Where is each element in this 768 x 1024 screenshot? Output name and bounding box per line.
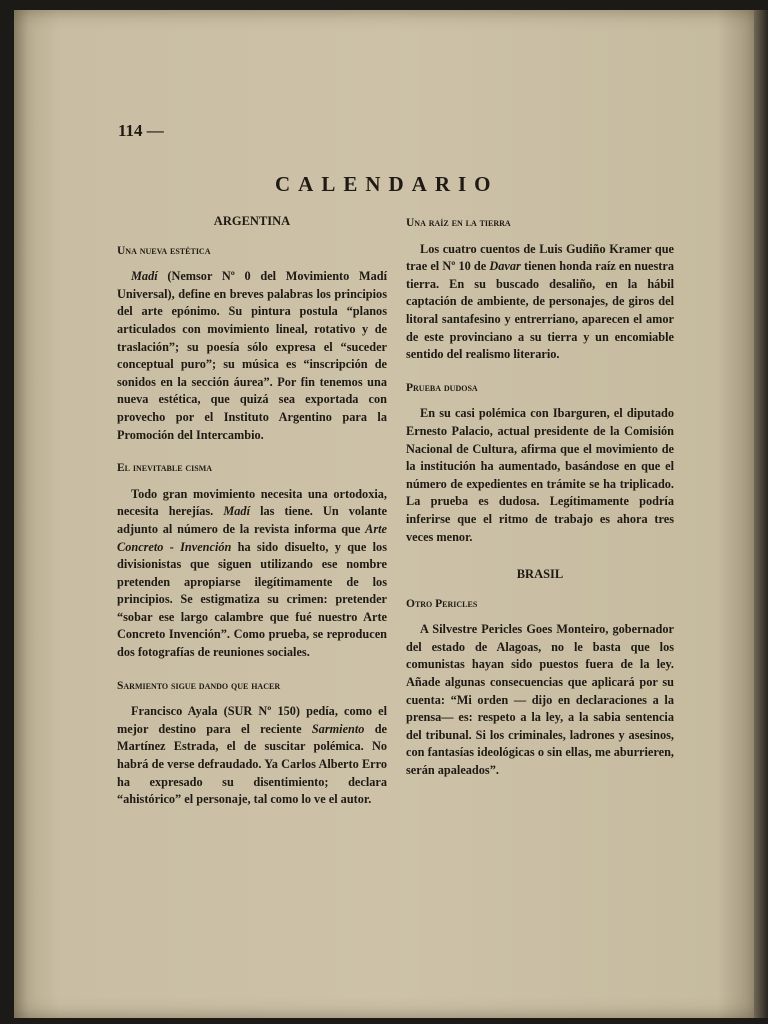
- emphasis: Davar: [489, 259, 521, 274]
- paragraph: A Silvestre Pericles Goes Monteiro, gobernador del estado de Alagoas, no le basta que los comunistas hayan sido puestos fuera de la ley. Añade algunas consecuencias que aplicará por su cuenta: “Mi orden — dijo en declaraciones a la prensa— es: respeto a la ley, a la sabia sentencia del tribunal. Si los criminales, ladrones y asesinos, con fantasías ideológicas o sin ellas, me aburrieren, serán apaleados”.: [406, 622, 674, 778]
- left-column: [117, 213, 387, 809]
- emphasis: Madí: [131, 269, 158, 284]
- paragraph: En su casi polémica con Ibarguren, el diputado Ernesto Palacio, actual presidente de la Comisión Nacional de Cultura, afirma que el movimiento de la institución ha aumentado, basándose en que el número de expedientes en trámite se ha triplicado. La prueba es dudosa. Legítimamente podría inferirse que el ritmo de trabajo es ahora tres veces menor.: [406, 406, 674, 544]
- section-heading: Otro Pericles: [406, 597, 478, 610]
- country-heading-brasil: BRASIL: [516, 567, 564, 582]
- paragraph: Madí (Nemsor Nº 0 del Movimiento Madí Universal), define en breves palabras los principios del arte epónimo. Su pintura postula “planos articulados con movimiento lineal, rotativo y de traslación”; su poesía sólo expresa el “suceder conceptual puro”; su música es “inscripción de sonidos en la sección áurea”. Por fin tenemos una nueva estética, que quizá sea exportada con provecho por el Instituto Argentino para la Promoción del Intercambio.: [117, 269, 387, 442]
- section-heading: El inevitable cisma: [117, 462, 213, 475]
- right-column: [406, 215, 674, 780]
- emphasis: Madí: [223, 504, 250, 519]
- paragraph: Todo gran movimiento necesita una ortodoxia, necesita herejías. Madí las tiene. Un volante adjunto al número de la revista informa que Arte Concreto - Invención ha sido disuelto, y que los divisionistas que siguen utilizando ese nombre pretenden apropiarse ilegítimamente de los principios. Se estigmatiza su crimen: pretender “sobar ese largo calambre que fué nuestro Arte Concreto Invención”. Como prueba, se reproducen dos fotografías de reuniones sociales.: [117, 486, 387, 660]
- emphasis: Arte Concreto - Invención: [117, 521, 387, 554]
- country-heading-argentina: ARGENTINA: [213, 214, 291, 228]
- section-heading: Una nueva estética: [117, 244, 211, 257]
- section-heading: Prueba dudosa: [406, 381, 478, 394]
- page-edge: [754, 10, 768, 1018]
- page-title: CALENDARIO: [275, 172, 499, 196]
- emphasis: Sarmiento: [311, 721, 365, 736]
- paragraph: Francisco Ayala (SUR Nº 150) pedía, como el mejor destino para el reciente Sarmiento de Martínez Estrada, el de suscitar polémica. No habrá de verse defraudado. Ya Carlos Alberto Erro ha expresado su disentimiento; declara “ahistórico” el personaje, tal como lo ve el autor.: [117, 704, 387, 807]
- paragraph: Los cuatro cuentos de Luis Gudiño Kramer que trae el Nº 10 de Davar tienen honda raíz en nuestra tierra. En su buscado desaliño, en la hábil captación de ambiente, de personajes, de giros del litoral santafesino y entrerriano, aparecen el amor de este provinciano a su tierra y un encomiable sentido del realismo literario.: [406, 241, 674, 362]
- page-number: 114 —: [118, 121, 164, 140]
- section-heading: Sarmiento sigue dando que hacer: [117, 679, 281, 692]
- section-heading: Una raíz en la tierra: [406, 217, 511, 229]
